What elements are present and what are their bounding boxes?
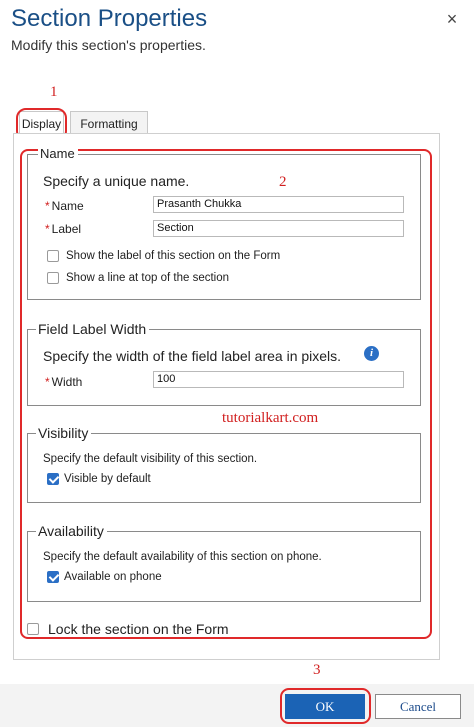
visible-by-default-text: Visible by default (64, 473, 151, 485)
dialog-subtitle: Modify this section's properties. (11, 37, 206, 53)
tab-display[interactable]: Display (19, 111, 64, 137)
annotation-step-2: 2 (279, 174, 287, 190)
required-marker: * (45, 199, 50, 213)
tab-formatting[interactable]: Formatting (70, 111, 148, 137)
availability-description: Specify the default availability of this section on phone. (43, 551, 322, 563)
name-input[interactable]: Prasanth Chukka (153, 196, 404, 213)
dialog-title: Section Properties (11, 5, 208, 32)
width-field-label (45, 375, 82, 389)
lock-section-text: Lock the section on the Form (48, 621, 229, 637)
field-label-width-group (27, 329, 421, 406)
width-input[interactable]: 100 (153, 371, 404, 388)
required-marker: * (45, 222, 50, 236)
name-group-legend: Name (38, 146, 78, 161)
visibility-group (27, 433, 421, 503)
label-field-label-text: Label (51, 222, 82, 236)
visible-by-default-checkbox[interactable] (47, 473, 59, 485)
show-line-checkbox-text: Show a line at top of the section (66, 272, 230, 284)
show-line-checkbox[interactable] (47, 272, 59, 284)
name-field-label (45, 199, 84, 213)
availability-legend: Availability (36, 523, 107, 539)
name-field-label-text: Name (51, 199, 84, 213)
info-icon[interactable]: i (364, 346, 379, 361)
lock-section-checkbox[interactable] (27, 623, 39, 635)
field-label-width-legend: Field Label Width (36, 321, 149, 337)
field-label-width-description: Specify the width of the field label area in pixels. (43, 348, 342, 364)
ok-button[interactable]: OK (285, 694, 365, 719)
label-field-label (45, 222, 81, 236)
width-field-label-text: Width (51, 375, 83, 389)
visibility-legend: Visibility (36, 425, 91, 441)
required-marker: * (45, 375, 50, 389)
close-icon[interactable]: × (446, 9, 458, 29)
cancel-button[interactable]: Cancel (375, 694, 461, 719)
annotation-ok-highlight (280, 688, 371, 724)
name-group-description: Specify a unique name. (43, 173, 190, 189)
show-label-checkbox[interactable] (47, 250, 59, 262)
available-on-phone-checkbox[interactable] (47, 571, 59, 583)
annotation-step-3: 3 (313, 662, 321, 678)
available-on-phone-text: Available on phone (64, 571, 162, 583)
visibility-description: Specify the default visibility of this section. (43, 453, 258, 465)
label-input[interactable]: Section (153, 220, 404, 237)
annotation-step-1: 1 (50, 84, 58, 100)
availability-group (27, 531, 421, 602)
show-label-checkbox-text: Show the label of this section on the Form (66, 250, 281, 262)
watermark-text: tutorialkart.com (222, 410, 319, 426)
